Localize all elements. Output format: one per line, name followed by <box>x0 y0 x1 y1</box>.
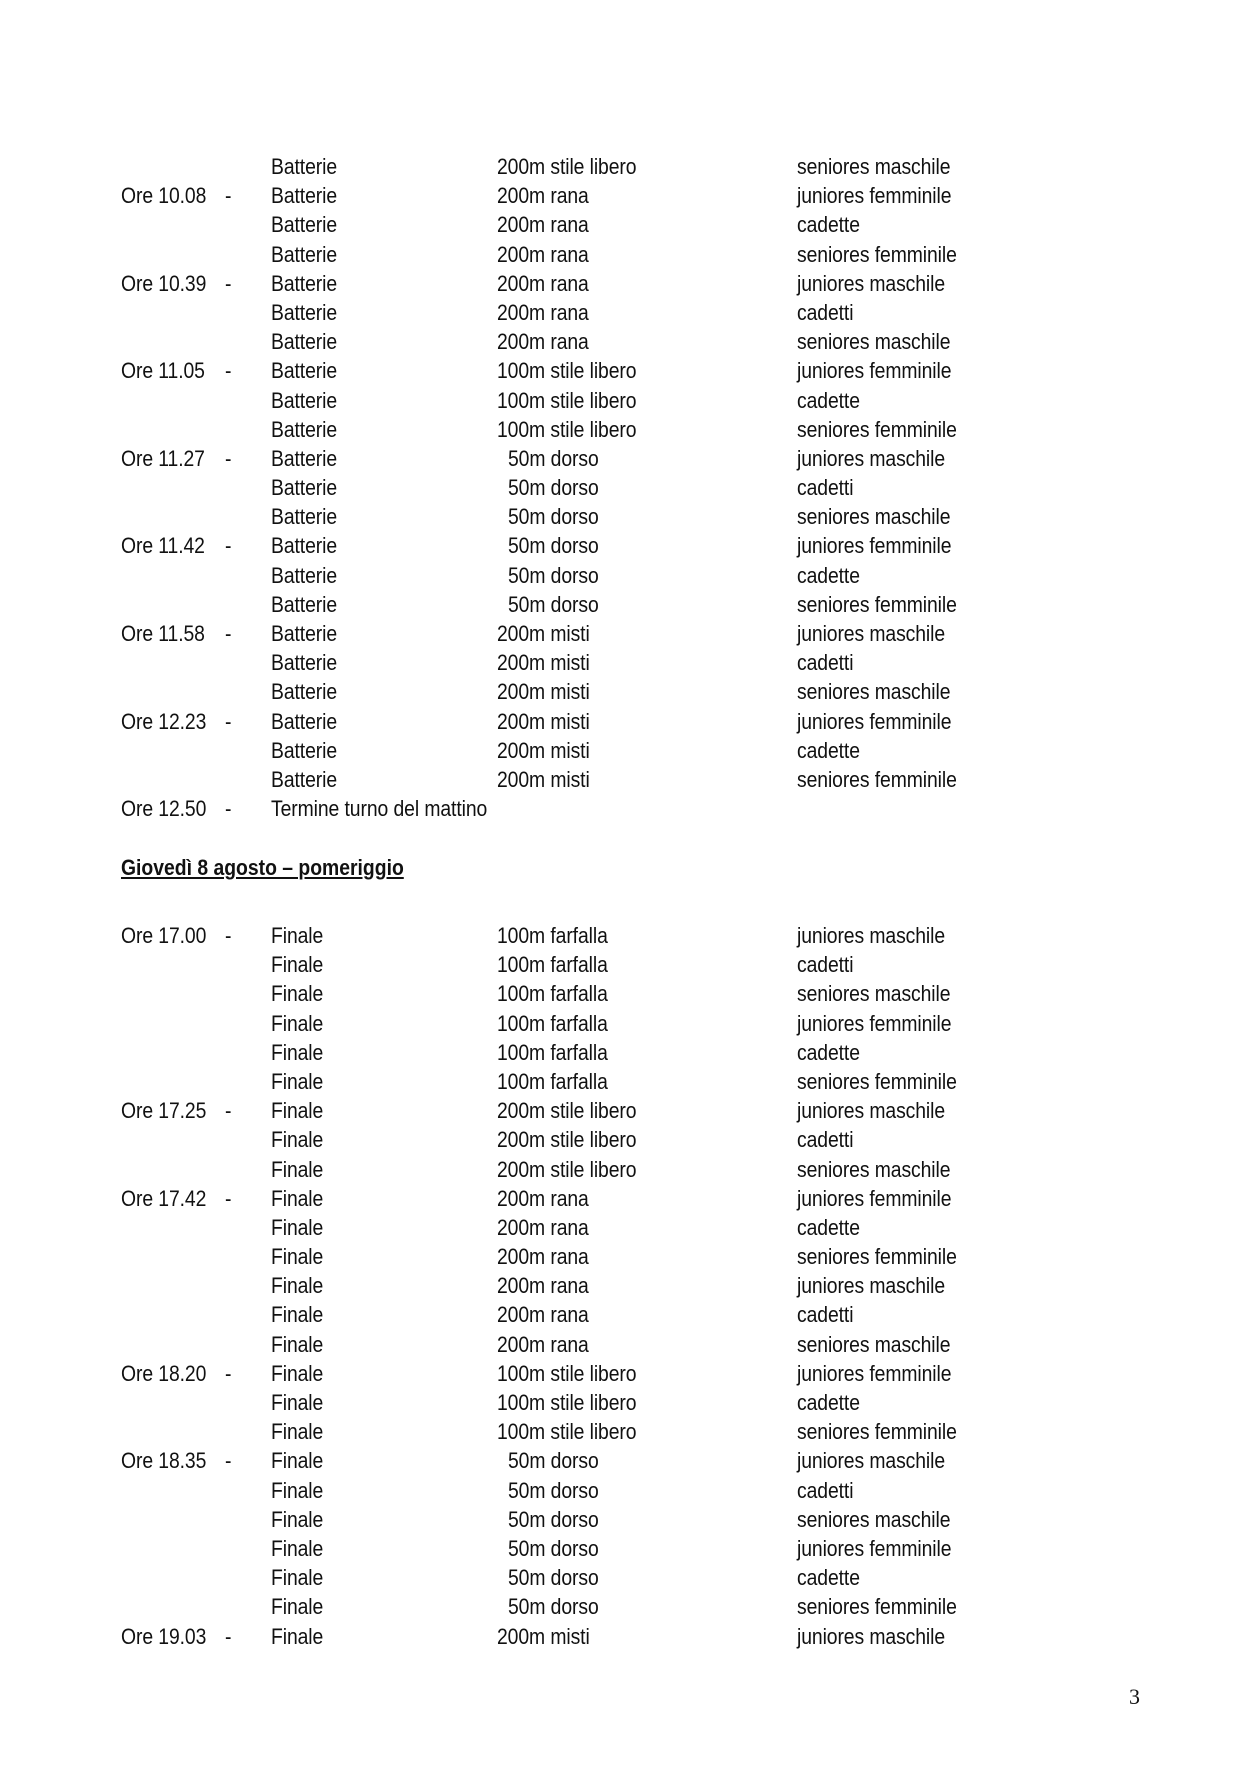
event-distance: 50m dorso <box>508 1506 599 1532</box>
event-phase: Finale <box>271 1214 324 1240</box>
schedule-row <box>0 950 1255 979</box>
time-dash: - <box>225 270 232 296</box>
event-distance: 100m farfalla <box>497 952 608 978</box>
time-dash: - <box>225 1185 232 1211</box>
event-phase: Finale <box>271 1098 324 1124</box>
event-time: Ore 11.42 <box>121 533 205 559</box>
event-phase: Finale <box>271 1127 324 1153</box>
event-phase: Batterie <box>271 737 338 763</box>
event-distance: 50m dorso <box>508 1477 599 1503</box>
event-distance: 200m stile libero <box>497 1098 637 1124</box>
schedule-row <box>0 979 1255 1008</box>
event-category: seniores femminile <box>797 1244 957 1270</box>
event-category: seniores femminile <box>797 766 957 792</box>
event-distance: 200m misti <box>497 737 590 763</box>
time-dash: - <box>225 796 232 822</box>
event-phase: Finale <box>271 1273 324 1299</box>
schedule-row <box>0 1359 1255 1388</box>
schedule-row <box>0 269 1255 298</box>
event-distance: 100m farfalla <box>497 1010 608 1036</box>
event-phase: Finale <box>271 923 324 948</box>
time-dash: - <box>225 621 232 646</box>
event-category: juniores femminile <box>797 358 952 384</box>
schedule-row <box>0 386 1255 415</box>
schedule-row <box>0 1388 1255 1417</box>
schedule-row <box>0 707 1255 736</box>
event-time: Ore 10.39 <box>121 270 207 296</box>
event-phase: Batterie <box>271 241 338 267</box>
schedule-row <box>0 531 1255 560</box>
schedule-row <box>0 1155 1255 1184</box>
event-category: juniores femminile <box>797 1360 952 1386</box>
event-phase: Batterie <box>271 650 338 676</box>
event-category: seniores maschile <box>797 1156 951 1182</box>
event-category: cadette <box>797 212 860 238</box>
event-category: juniores femminile <box>797 708 952 734</box>
event-time: Ore 10.08 <box>121 183 207 209</box>
time-dash: - <box>225 1098 232 1124</box>
event-category: cadette <box>797 1039 860 1065</box>
event-category: juniores femminile <box>797 533 952 559</box>
event-category: seniores maschile <box>797 679 951 705</box>
event-distance: 200m stile libero <box>497 1127 637 1153</box>
event-phase: Batterie <box>271 270 338 296</box>
schedule-row <box>0 794 1255 823</box>
event-phase: Batterie <box>271 212 338 238</box>
event-distance: 50m dorso <box>508 1565 599 1591</box>
schedule-row <box>0 921 1255 950</box>
schedule-row <box>0 356 1255 385</box>
event-distance: 100m stile libero <box>497 358 637 384</box>
event-time: Ore 17.00 <box>121 923 207 948</box>
event-category: seniores maschile <box>797 1331 951 1357</box>
event-phase: Finale <box>271 1477 324 1503</box>
event-phase: Finale <box>271 1360 324 1386</box>
event-distance: 50m dorso <box>508 445 599 471</box>
afternoon-schedule <box>0 921 1255 1651</box>
event-time: Ore 17.25 <box>121 1098 207 1124</box>
event-phase: Finale <box>271 1302 324 1328</box>
event-phase: Batterie <box>271 299 338 325</box>
event-phase: Finale <box>271 1506 324 1532</box>
schedule-row <box>0 1622 1255 1651</box>
event-phase: Finale <box>271 1010 324 1036</box>
event-time: Ore 11.58 <box>121 621 205 646</box>
event-distance: 200m misti <box>497 708 590 734</box>
event-category: cadette <box>797 562 860 588</box>
event-time: Ore 17.42 <box>121 1185 207 1211</box>
schedule-row <box>0 1563 1255 1592</box>
event-category: juniores maschile <box>797 270 946 296</box>
schedule-row <box>0 1009 1255 1038</box>
schedule-row <box>0 1300 1255 1329</box>
event-category: juniores maschile <box>797 445 946 471</box>
event-distance: 50m dorso <box>508 533 599 559</box>
event-phase: Batterie <box>271 591 338 617</box>
event-distance: 200m misti <box>497 650 590 676</box>
event-distance: 200m misti <box>497 766 590 792</box>
event-phase: Finale <box>271 1185 324 1211</box>
event-category: cadetti <box>797 299 854 325</box>
schedule-row <box>0 298 1255 327</box>
event-distance: 200m stile libero <box>497 154 637 179</box>
event-distance: 50m dorso <box>508 1535 599 1561</box>
schedule-row <box>0 648 1255 677</box>
event-category: seniores femminile <box>797 591 957 617</box>
event-phase: Finale <box>271 1535 324 1561</box>
event-category: juniores femminile <box>797 1535 952 1561</box>
event-category: seniores maschile <box>797 1506 951 1532</box>
event-phase: Finale <box>271 981 324 1007</box>
event-phase: Finale <box>271 1331 324 1357</box>
event-time: Ore 12.23 <box>121 708 207 734</box>
page-number: 3 <box>1129 1684 1140 1709</box>
schedule-row <box>0 1213 1255 1242</box>
event-phase: Finale <box>271 1448 324 1474</box>
event-phase: Batterie <box>271 562 338 588</box>
event-category: juniores maschile <box>797 1623 946 1649</box>
event-distance: 200m rana <box>497 1302 589 1328</box>
schedule-row <box>0 1125 1255 1154</box>
event-phase: Finale <box>271 1244 324 1270</box>
event-distance: 200m rana <box>497 212 589 238</box>
event-distance: 50m dorso <box>508 475 599 501</box>
event-distance: 50m dorso <box>508 1594 599 1620</box>
event-category: juniores maschile <box>797 923 946 948</box>
schedule-row <box>0 152 1255 181</box>
event-phase: Batterie <box>271 387 338 413</box>
event-category: cadetti <box>797 475 854 501</box>
event-category: seniores maschile <box>797 504 951 530</box>
schedule-row <box>0 1330 1255 1359</box>
event-phase: Finale <box>271 1623 324 1649</box>
event-category: cadette <box>797 1214 860 1240</box>
event-category: seniores femminile <box>797 416 957 442</box>
event-phase: Finale <box>271 1419 324 1445</box>
schedule-row <box>0 1446 1255 1475</box>
event-phase: Batterie <box>271 183 338 209</box>
event-distance: 100m farfalla <box>497 1039 608 1065</box>
event-category: cadette <box>797 1390 860 1415</box>
time-dash: - <box>225 1448 232 1474</box>
event-category: seniores maschile <box>797 981 951 1007</box>
schedule-row <box>0 1067 1255 1096</box>
event-phase: Finale <box>271 1156 324 1182</box>
schedule-row <box>0 1271 1255 1300</box>
time-dash: - <box>225 708 232 734</box>
schedule-row <box>0 1242 1255 1271</box>
time-dash: - <box>225 358 232 384</box>
event-phase: Finale <box>271 1565 324 1591</box>
event-phase: Batterie <box>271 154 338 179</box>
time-dash: - <box>225 445 232 471</box>
schedule-row <box>0 502 1255 531</box>
event-distance: 200m stile libero <box>497 1156 637 1182</box>
event-distance: 100m stile libero <box>497 387 637 413</box>
event-distance: 100m stile libero <box>497 1390 637 1415</box>
time-dash: - <box>225 1360 232 1386</box>
afternoon-heading: Giovedì 8 agosto – pomeriggio <box>121 855 404 880</box>
schedule-row <box>0 561 1255 590</box>
event-distance: 100m stile libero <box>497 1419 637 1445</box>
time-dash: - <box>225 923 232 948</box>
event-distance: 200m rana <box>497 1185 589 1211</box>
event-distance: 100m stile libero <box>497 416 637 442</box>
schedule-row <box>0 1592 1255 1621</box>
event-category: cadetti <box>797 1302 854 1328</box>
schedule-row <box>0 1096 1255 1125</box>
schedule-row <box>0 1038 1255 1067</box>
schedule-row <box>0 181 1255 210</box>
event-category: cadetti <box>797 1127 854 1153</box>
event-phase: Batterie <box>271 358 338 384</box>
schedule-row <box>0 736 1255 765</box>
event-distance: 100m farfalla <box>497 1068 608 1094</box>
event-distance: 200m misti <box>497 679 590 705</box>
schedule-row <box>0 1417 1255 1446</box>
event-category: juniores femminile <box>797 1185 952 1211</box>
schedule-row <box>0 1184 1255 1213</box>
event-distance: 200m rana <box>497 1244 589 1270</box>
event-phase: Batterie <box>271 504 338 530</box>
event-phase: Batterie <box>271 766 338 792</box>
event-phase: Batterie <box>271 533 338 559</box>
event-category: seniores femminile <box>797 241 957 267</box>
event-category: cadetti <box>797 952 854 978</box>
schedule-row <box>0 327 1255 356</box>
event-distance: 50m dorso <box>508 562 599 588</box>
event-time: Ore 12.50 <box>121 796 207 822</box>
event-distance: 200m rana <box>497 329 589 355</box>
schedule-row <box>0 444 1255 473</box>
time-dash: - <box>225 183 232 209</box>
event-category: cadetti <box>797 650 854 676</box>
schedule-row <box>0 240 1255 269</box>
schedule-row <box>0 1505 1255 1534</box>
schedule-row <box>0 677 1255 706</box>
event-category: juniores maschile <box>797 1273 946 1299</box>
event-phase: Batterie <box>271 416 338 442</box>
event-time: Ore 18.35 <box>121 1448 207 1474</box>
event-phase: Batterie <box>271 708 338 734</box>
time-dash: - <box>225 1623 232 1649</box>
event-distance: 100m stile libero <box>497 1360 637 1386</box>
schedule-row <box>0 1534 1255 1563</box>
event-distance: 200m misti <box>497 621 590 646</box>
event-category: juniores maschile <box>797 1448 946 1474</box>
event-phase: Finale <box>271 1068 324 1094</box>
event-time: Ore 19.03 <box>121 1623 207 1649</box>
event-category: cadette <box>797 1565 860 1591</box>
event-distance: 50m dorso <box>508 504 599 530</box>
event-phase: Batterie <box>271 329 338 355</box>
event-distance: 200m rana <box>497 1331 589 1357</box>
event-phase: Finale <box>271 1390 324 1415</box>
event-category: juniores femminile <box>797 1010 952 1036</box>
event-distance: 200m rana <box>497 299 589 325</box>
event-category: juniores maschile <box>797 621 946 646</box>
event-time: Ore 11.27 <box>121 445 205 471</box>
time-dash: - <box>225 533 232 559</box>
event-time: Ore 11.05 <box>121 358 205 384</box>
event-time: Ore 18.20 <box>121 1360 207 1386</box>
event-distance: 200m misti <box>497 1623 590 1649</box>
event-distance: 200m rana <box>497 270 589 296</box>
event-category: seniores femminile <box>797 1068 957 1094</box>
event-phase: Batterie <box>271 445 338 471</box>
event-distance: 200m rana <box>497 183 589 209</box>
morning-schedule <box>0 152 1255 823</box>
schedule-row <box>0 473 1255 502</box>
event-category: cadette <box>797 737 860 763</box>
schedule-row <box>0 1476 1255 1505</box>
schedule-row <box>0 415 1255 444</box>
event-category: juniores maschile <box>797 1098 946 1124</box>
event-distance: 50m dorso <box>508 1448 599 1474</box>
schedule-row <box>0 590 1255 619</box>
event-distance: 200m rana <box>497 1214 589 1240</box>
event-distance: 100m farfalla <box>497 923 608 948</box>
event-category: juniores femminile <box>797 183 952 209</box>
event-phase: Finale <box>271 1594 324 1620</box>
event-category: seniores femminile <box>797 1419 957 1445</box>
event-distance: 200m rana <box>497 1273 589 1299</box>
event-category: seniores maschile <box>797 329 951 355</box>
event-category: seniores femminile <box>797 1594 957 1620</box>
event-phase: Batterie <box>271 679 338 705</box>
event-phase: Finale <box>271 1039 324 1065</box>
event-phase: Batterie <box>271 475 338 501</box>
event-phase: Termine turno del mattino <box>271 796 488 822</box>
schedule-row <box>0 765 1255 794</box>
schedule-row <box>0 210 1255 239</box>
event-category: seniores maschile <box>797 154 951 179</box>
event-category: cadetti <box>797 1477 854 1503</box>
event-phase: Batterie <box>271 621 338 646</box>
event-phase: Finale <box>271 952 324 978</box>
event-distance: 50m dorso <box>508 591 599 617</box>
event-distance: 200m rana <box>497 241 589 267</box>
event-distance: 100m farfalla <box>497 981 608 1007</box>
event-category: cadette <box>797 387 860 413</box>
schedule-row <box>0 619 1255 648</box>
